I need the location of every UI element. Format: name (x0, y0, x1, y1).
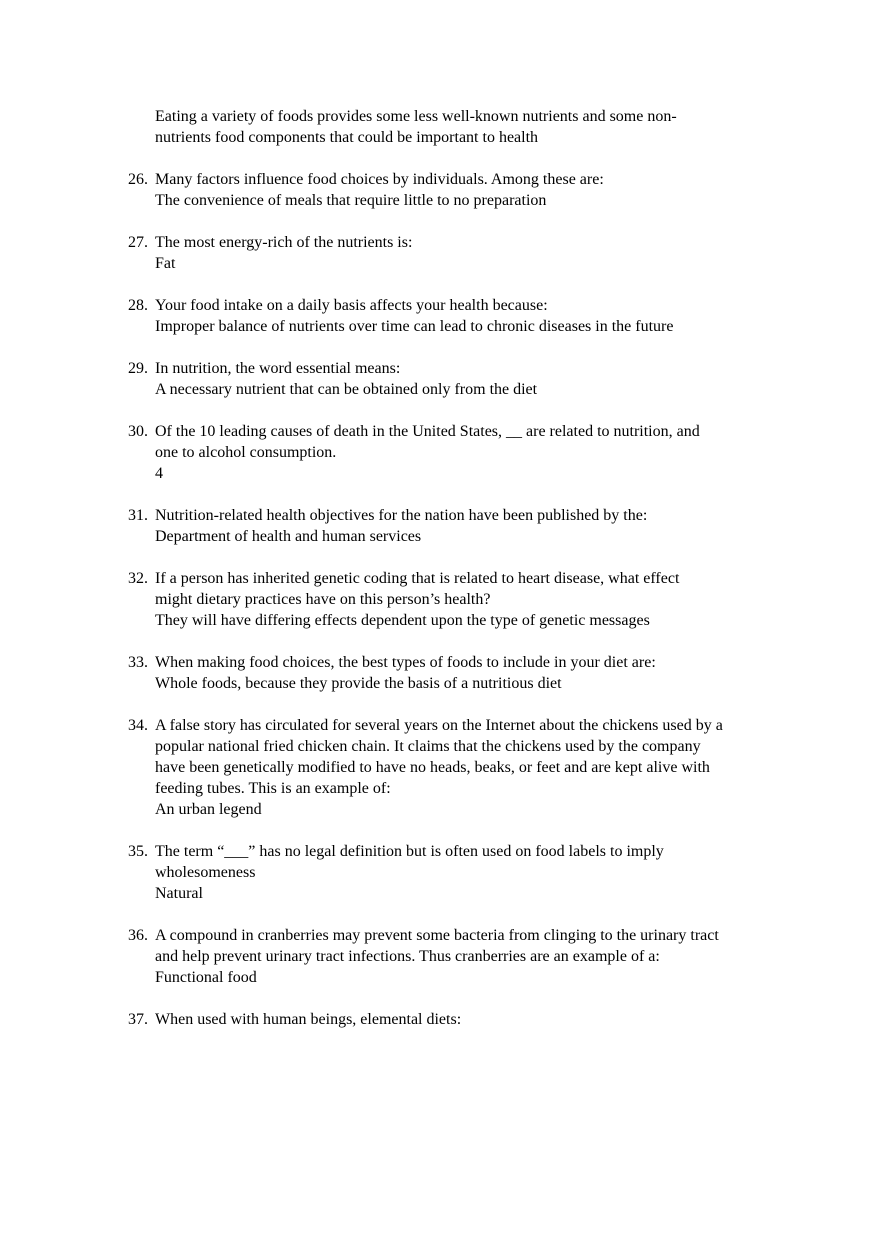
question-item-36 (128, 925, 778, 988)
answer-text: Natural (155, 885, 203, 902)
question-item-27 (128, 232, 778, 274)
question-text: The term “___” has no legal definition but is often used on food labels to imply (155, 843, 664, 860)
intro-line: Eating a variety of foods provides some less well-known nutrients and some non- (155, 108, 677, 125)
question-number: 26. (128, 171, 148, 188)
question-number: 29. (128, 360, 148, 377)
question-item-29 (128, 358, 778, 400)
question-text: When used with human beings, elemental diets: (155, 1011, 462, 1028)
question-number: 28. (128, 297, 148, 314)
question-text: might dietary practices have on this person’s health? (155, 591, 491, 608)
question-text: wholesomeness (155, 864, 256, 881)
question-text: Many factors influence food choices by individuals. Among these are: (155, 171, 604, 188)
question-number: 30. (128, 423, 148, 440)
question-number: 27. (128, 234, 148, 251)
answer-text: Improper balance of nutrients over time can lead to chronic diseases in the future (155, 318, 674, 335)
question-text: If a person has inherited genetic coding that is related to heart disease, what effect (155, 570, 680, 587)
question-text: A compound in cranberries may prevent some bacteria from clinging to the urinary tract (155, 927, 719, 944)
question-item-34 (128, 715, 778, 820)
question-number: 33. (128, 654, 148, 671)
question-number: 35. (128, 843, 148, 860)
answer-text: An urban legend (155, 801, 262, 818)
question-item-32 (128, 568, 778, 631)
answer-text: Whole foods, because they provide the basis of a nutritious diet (155, 675, 562, 692)
question-item-33 (128, 652, 778, 694)
question-item-26 (128, 169, 778, 211)
answer-text: Functional food (155, 969, 257, 986)
question-text: Your food intake on a daily basis affects your health because: (155, 297, 548, 314)
answer-text: Department of health and human services (155, 528, 422, 545)
question-text: The most energy-rich of the nutrients is: (155, 234, 413, 251)
intro-line: nutrients food components that could be important to health (155, 129, 539, 146)
question-number: 34. (128, 717, 148, 734)
question-item-31 (128, 505, 778, 547)
intro-answer (128, 106, 778, 148)
answer-text: 4 (155, 465, 163, 482)
question-item-30 (128, 421, 778, 484)
answer-text: They will have differing effects dependent upon the type of genetic messages (155, 612, 650, 629)
question-item-37 (128, 1009, 778, 1030)
question-text: have been genetically modified to have no heads, beaks, or feet and are kept alive with (155, 759, 710, 776)
question-item-28 (128, 295, 778, 337)
answer-text: The convenience of meals that require little to no preparation (155, 192, 547, 209)
question-number: 37. (128, 1011, 148, 1028)
question-text: Nutrition-related health objectives for the nation have been published by the: (155, 507, 648, 524)
question-list (128, 106, 778, 1051)
answer-text: A necessary nutrient that can be obtained only from the diet (155, 381, 538, 398)
question-number: 32. (128, 570, 148, 587)
question-text: and help prevent urinary tract infections. Thus cranberries are an example of a: (155, 948, 660, 965)
answer-text: Fat (155, 255, 176, 272)
question-text: Of the 10 leading causes of death in the United States, __ are related to nutrition, and (155, 423, 700, 440)
question-text: feeding tubes. This is an example of: (155, 780, 391, 797)
question-item-35 (128, 841, 778, 904)
question-text: When making food choices, the best types of foods to include in your diet are: (155, 654, 656, 671)
question-text: one to alcohol consumption. (155, 444, 337, 461)
question-text: A false story has circulated for several years on the Internet about the chickens used by a (155, 717, 723, 734)
question-number: 31. (128, 507, 148, 524)
question-number: 36. (128, 927, 148, 944)
question-text: popular national fried chicken chain. It claims that the chickens used by the company (155, 738, 701, 755)
question-text: In nutrition, the word essential means: (155, 360, 401, 377)
